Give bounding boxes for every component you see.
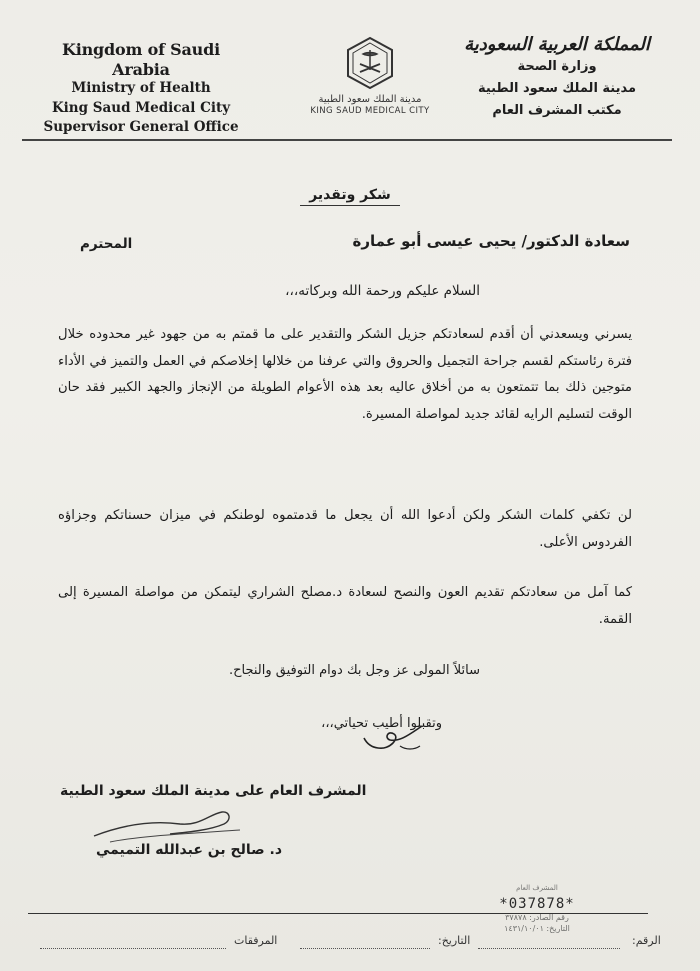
footer-divider <box>28 913 648 914</box>
stamp-ref-line: رقم الصادر: ٣٧٨٧٨ <box>505 913 569 922</box>
letter-paragraph-2: لن تكفي كلمات الشكر ولكن أدعوا الله أن يجعل ما قدمتموه لوطنكم في ميزان حسناتكم وجزاؤه الفردوس الأعلى. <box>58 508 632 550</box>
header-country-en: Kingdom of Saudi Arabia <box>62 40 220 79</box>
logo-arabic-text: مدينة الملك سعود الطبية <box>318 94 422 105</box>
footer-attachments-line <box>40 948 226 949</box>
initials-signature <box>360 720 430 756</box>
letter-subject: شكر وتقدير <box>300 187 400 206</box>
header-office-en: Supervisor General Office <box>43 119 239 135</box>
letter-regards: وتقبلوا أطيب تحياتي،،، <box>321 716 442 731</box>
letter-greeting: السلام عليكم ورحمة الله وبركاته،،، <box>285 283 480 299</box>
header-divider <box>22 139 672 141</box>
header-ministry-ar: وزارة الصحة <box>517 59 597 74</box>
letter-paragraph-1: يسرني ويسعدني أن أقدم لسعادتكم جزيل الشكر والتقدير على ما قمتم به من جهود غير محدوده خلال فترة رئاستكم لقسم جراحة التجميل والحروق والتي عرفنا من خلالها إخلاصكم في العمل والتميز في الأداء متوجين ذلك بما تتمتعون به من أخلاق عاليه بعد هذه الأعوام الطويلة من الإنجاز والجهد الكبير فقد حان الوقت لتسليم الرايه لقائد جديد لمواصلة المسيرة. <box>58 327 632 422</box>
letter-paragraph-3: كما آمل من سعادتكم تقديم العون والنصح لسعادة د.مصلح الشراري ليتمكن من مواصلة المسيرة إلى القمة. <box>58 585 632 627</box>
header-ministry-en: Ministry of Health <box>71 80 211 96</box>
letter-addressee: سعادة الدكتور/ يحيى عيسى أبو عمارة <box>352 232 630 250</box>
footer-date-line <box>300 948 430 949</box>
stamp-date-line: التاريخ: ١٤٣١/١٠/٠١ <box>504 924 570 933</box>
header-arabic-block <box>442 34 672 122</box>
header-english-block <box>36 40 246 138</box>
letter-honorific: المحترم <box>80 236 133 252</box>
header-country-ar: المملكة العربية السعودية <box>464 34 650 55</box>
outgoing-stamp <box>462 884 612 934</box>
footer-number-line <box>478 948 620 949</box>
header-city-en: King Saud Medical City <box>51 99 231 116</box>
stamp-title: المشرف العام <box>516 884 558 892</box>
letter-closing: سائلاً المولى عز وجل بك دوام التوفيق والنجاح. <box>229 663 480 678</box>
header-office-ar: مكتب المشرف العام <box>492 103 622 118</box>
footer-date-label: التاريخ: <box>438 934 471 947</box>
footer-number-label: الرقم: <box>632 934 661 947</box>
footer-attachments-label: المرفقات <box>234 934 278 947</box>
emblem-icon <box>343 36 397 90</box>
king-saud-medical-city-logo <box>310 36 430 116</box>
header-city-ar: مدينة الملك سعود الطبية <box>477 81 637 96</box>
logo-english-text: KING SAUD MEDICAL CITY <box>310 106 430 116</box>
supervisor-name: د. صالح بن عبدالله التميمي <box>96 842 283 858</box>
supervisor-title: المشرف العام على مدينة الملك سعود الطبية <box>60 783 367 799</box>
stamp-barcode-number: *037878* <box>499 896 575 912</box>
